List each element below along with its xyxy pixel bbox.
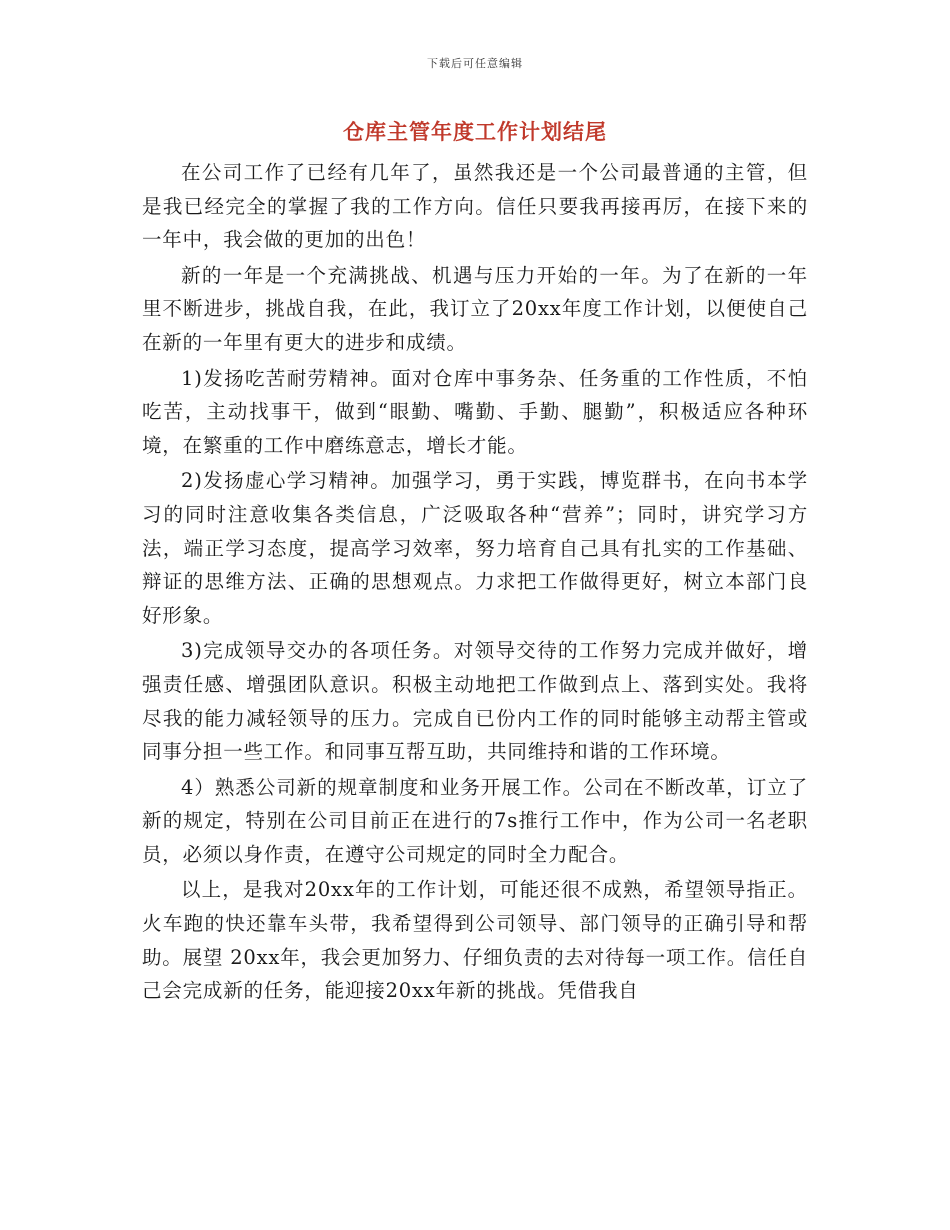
paragraph-item-4: 4）熟悉公司新的规章制度和业务开展工作。公司在不断改革，订立了新的规定，特别在公司目前正在进行的7s推行工作中，作为公司一名老职员，必须以身作责，在遵守公司规定的同时全力配合。 <box>142 775 808 866</box>
paragraph-item-2: 2)发扬虚心学习精神。加强学习，勇于实践，博览群书，在向书本学习的同时注意收集各类信息，广泛吸取各种“营养”；同时，讲究学习方法，端正学习态度，提高学习效率，努力培育自己具有扎实的工作基础、辩证的思维方法、正确的思想观点。力求把工作做得更好，树立本部门良好形象。 <box>142 469 808 627</box>
paragraph-new-year: 新的一年是一个充满挑战、机遇与压力开始的一年。为了在新的一年里不断进步，挑战自我，在此，我订立了20xx年度工作计划，以便使自己在新的一年里有更大的进步和成绩。 <box>142 263 808 354</box>
document-body <box>142 156 808 1010</box>
document-title: 仓库主管年度工作计划结尾 <box>343 119 607 144</box>
paragraph-conclusion: 以上，是我对20xx年的工作计划，可能还很不成熟，希望领导指正。火车跑的快还靠车头带，我希望得到公司领导、部门领导的正确引导和帮助。展望 20xx年，我会更加努力、仔细负责的去对待每一项工作。信任自己会完成新的任务，能迎接20xx年新的挑战。凭借我自 <box>142 878 809 1003</box>
paragraph-intro: 在公司工作了已经有几年了，虽然我还是一个公司最普通的主管，但是我已经完全的掌握了我的工作方向。信任只要我再接再厉，在接下来的一年中，我会做的更加的出色！ <box>142 161 808 252</box>
paragraph-item-3: 3)完成领导交办的各项任务。对领导交待的工作努力完成并做好，增强责任感、增强团队意识。积极主动地把工作做到点上、落到实处。我将尽我的能力减轻领导的压力。完成自已份内工作的同时能够主动帮主管或同事分担一些工作。和同事互帮互助，共同维持和谐的工作环境。 <box>142 639 808 764</box>
header-note: 下载后可任意编辑 <box>427 57 523 70</box>
paragraph-item-1: 1)发扬吃苦耐劳精神。面对仓库中事务杂、任务重的工作性质，不怕吃苦，主动找事干，做到“眼勤、嘴勤、手勤、腿勤”，积极适应各种环境，在繁重的工作中磨练意志，增长才能。 <box>142 366 808 457</box>
